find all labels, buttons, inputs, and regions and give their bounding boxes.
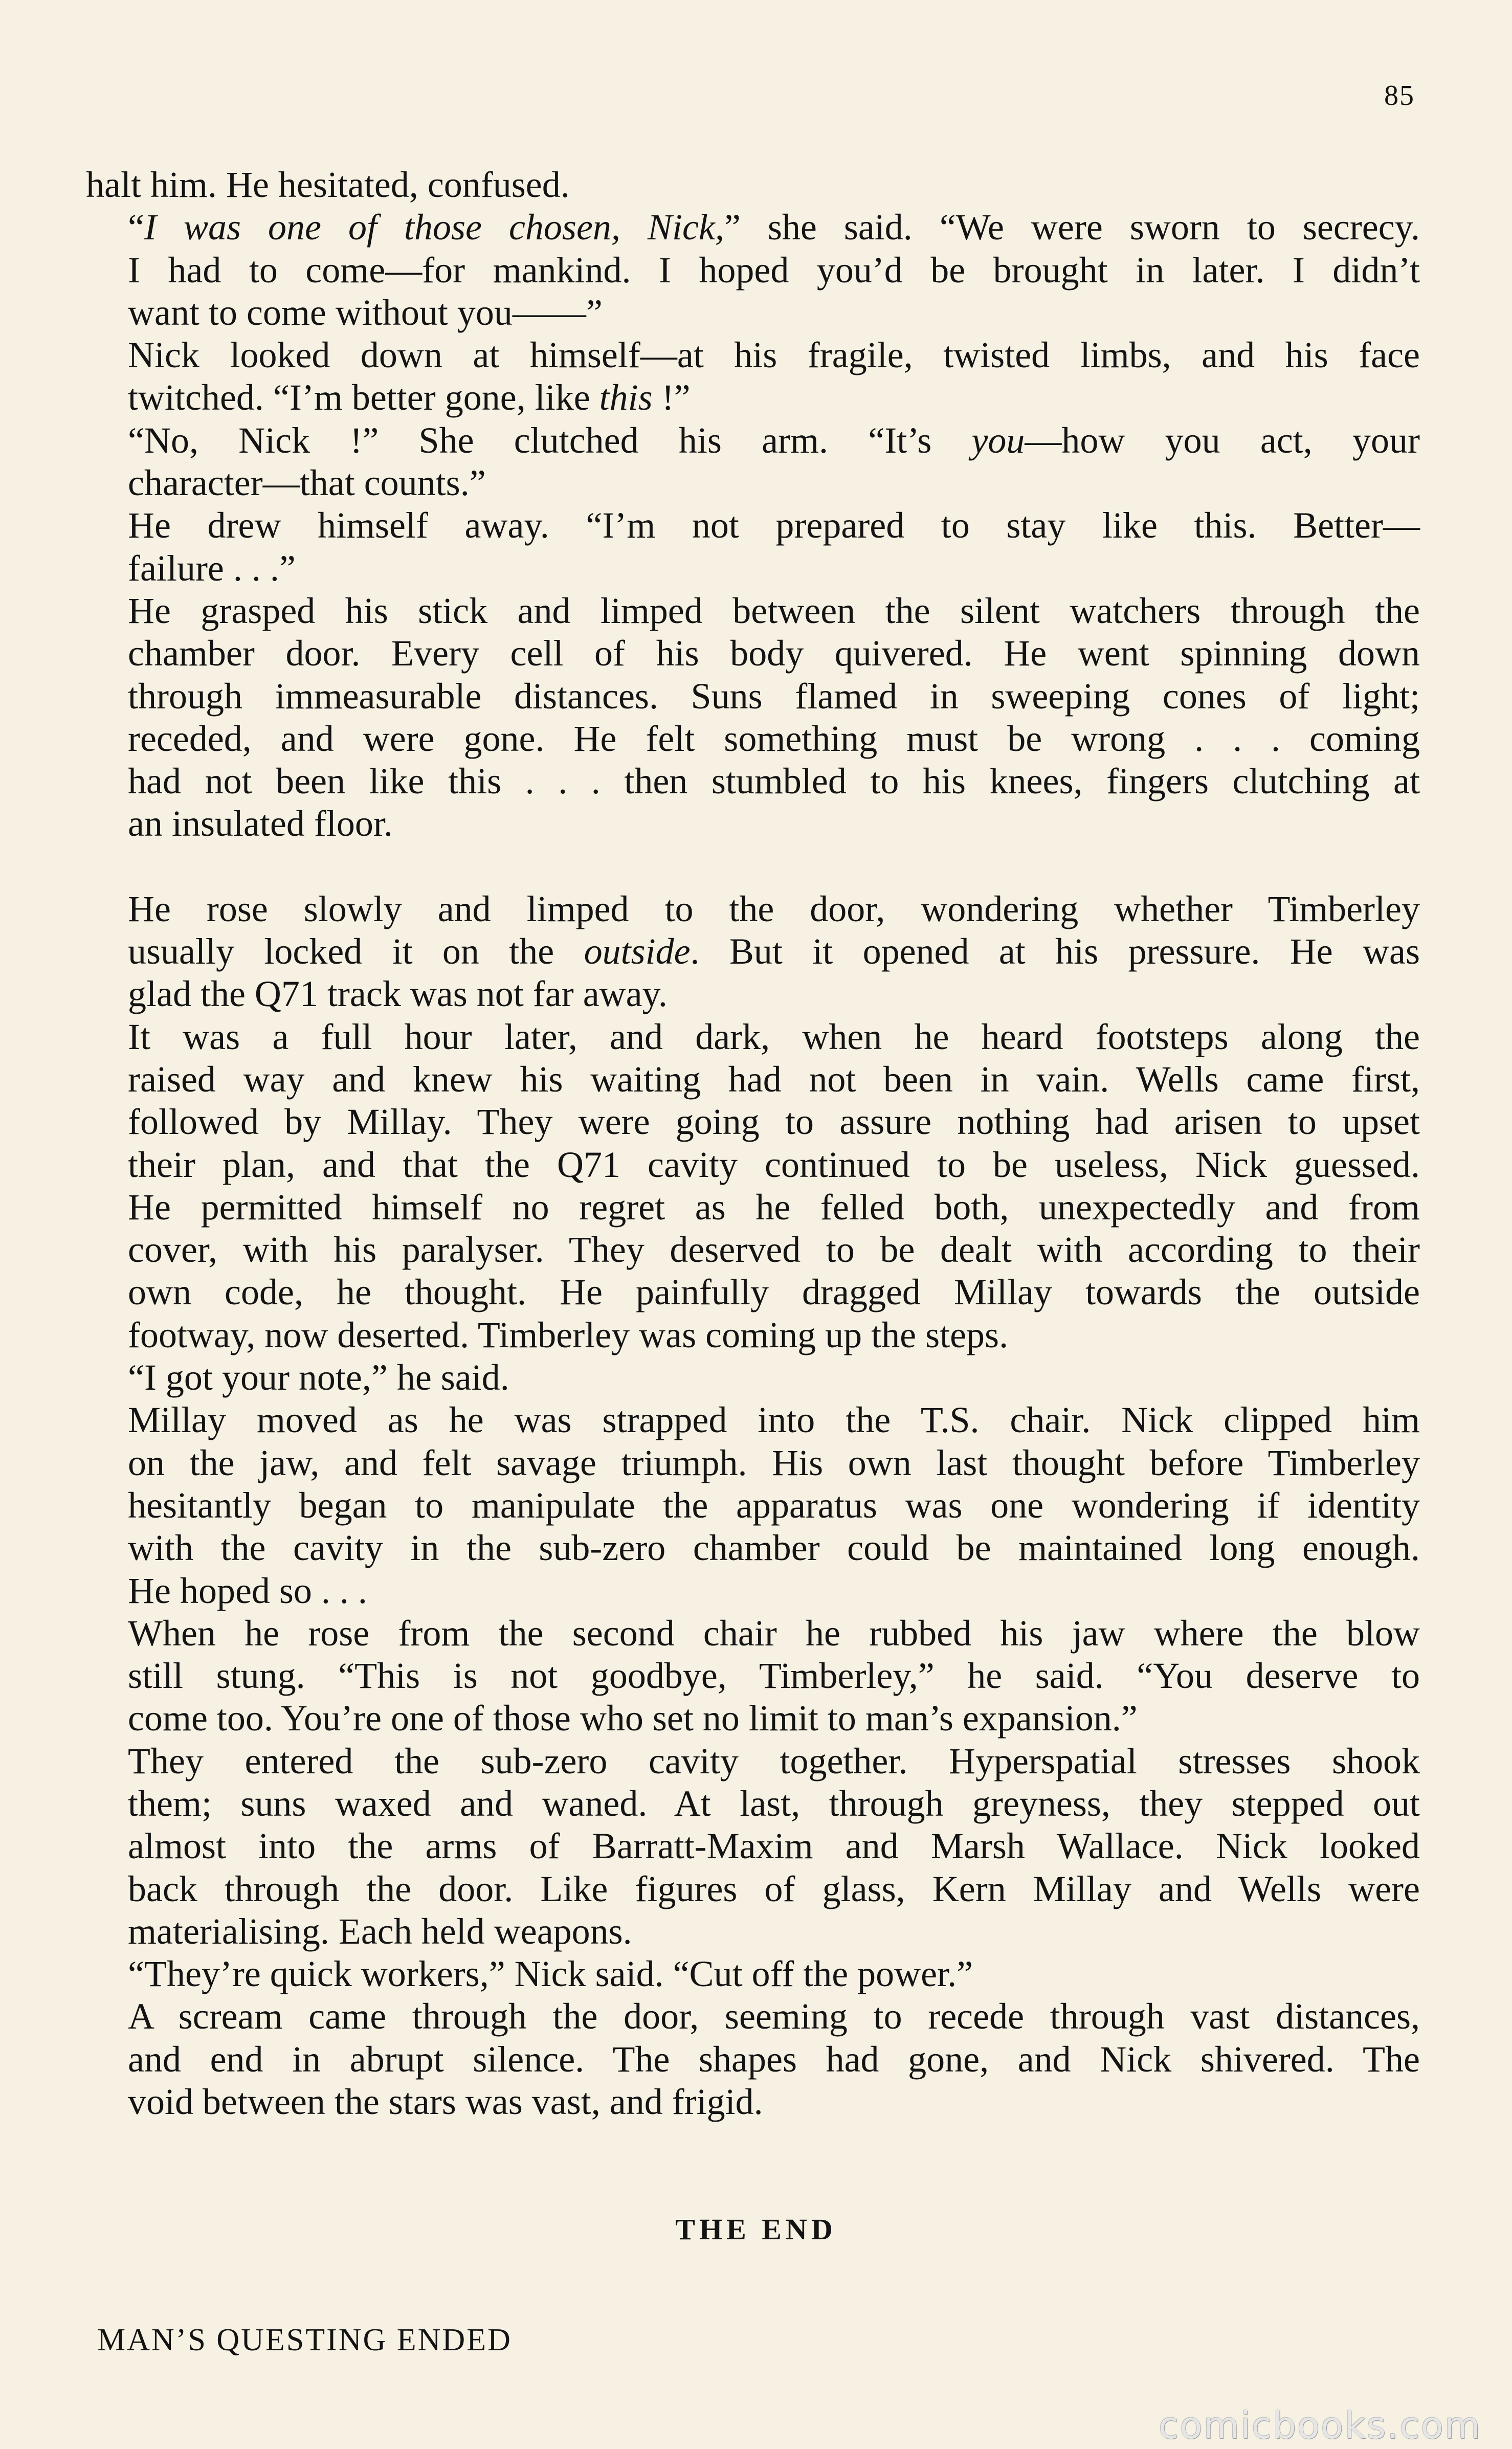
text-line: “No, Nick !” She clutched his arm. “It’s you—how you act, your bbox=[128, 419, 1420, 461]
text-line: had not been like this . . . then stumbled to his knees, fingers clutching at bbox=[128, 761, 1420, 802]
text-line: chamber door. Every cell of his body quivered. He went spinning down bbox=[128, 633, 1420, 674]
the-end-heading: THE END bbox=[675, 2213, 837, 2246]
text-line: It was a full hour later, and dark, when he heard footsteps along the bbox=[128, 1016, 1420, 1057]
paragraph bbox=[86, 590, 1420, 845]
text-line: “I was one of those chosen, Nick,” she said. “We were sworn to secrecy. bbox=[128, 207, 1420, 248]
page-number: 85 bbox=[1384, 80, 1415, 112]
paragraph bbox=[86, 1995, 1420, 2123]
text-line: A scream came through the door, seeming to recede through vast distances, bbox=[128, 1996, 1420, 2037]
text-line: Millay moved as he was strapped into the T.S. chair. Nick clipped him bbox=[128, 1399, 1420, 1441]
text-line: character—that counts.” bbox=[128, 462, 486, 504]
text-line: them; suns waxed and waned. At last, through greyness, they stepped out bbox=[128, 1783, 1420, 1824]
text-line: and end in abrupt silence. The shapes had gone, and Nick shivered. The bbox=[128, 2038, 1420, 2080]
text-line: “I got your note,” he said. bbox=[128, 1357, 509, 1398]
text-line: back through the door. Like figures of glass, Kern Millay and Wells were bbox=[128, 1868, 1420, 1909]
text-line: twitched. “I’m better gone, like this !” bbox=[128, 377, 691, 418]
text-line: receded, and were gone. He felt something must be wrong . . . coming bbox=[128, 718, 1420, 759]
text-line: halt him. He hesitated, confused. bbox=[86, 164, 570, 205]
paragraph bbox=[86, 334, 1420, 419]
text-line: an insulated floor. bbox=[128, 803, 393, 844]
text-line: Nick looked down at himself—at his fragile, twisted limbs, and his face bbox=[128, 335, 1420, 376]
text-line: materialising. Each held weapons. bbox=[128, 1910, 632, 1952]
text-line: void between the stars was vast, and frigid. bbox=[128, 2081, 763, 2123]
text-line: followed by Millay. They were going to assure nothing had arisen to upset bbox=[128, 1101, 1420, 1143]
text-line: their plan, and that the Q71 cavity continued to be useless, Nick guessed. bbox=[128, 1144, 1420, 1185]
text-line: with the cavity in the sub-zero chamber could be maintained long enough. bbox=[128, 1527, 1420, 1569]
paragraph bbox=[86, 206, 1420, 334]
paragraph bbox=[86, 1612, 1420, 1740]
text-line: He permitted himself no regret as he felled both, unexpectedly and from bbox=[128, 1186, 1420, 1228]
text-line: almost into the arms of Barratt-Maxim and Marsh Wallace. Nick looked bbox=[128, 1825, 1420, 1867]
paragraph bbox=[86, 1016, 1420, 1356]
text-line: When he rose from the second chair he rubbed his jaw where the blow bbox=[128, 1612, 1420, 1654]
paragraph bbox=[86, 1953, 1420, 1995]
text-line: They entered the sub-zero cavity together. Hyperspatial stresses shook bbox=[128, 1740, 1420, 1782]
body-text bbox=[86, 164, 1420, 2123]
text-line: I had to come—for mankind. I hoped you’d be brought in later. I didn’t bbox=[128, 249, 1420, 291]
text-line: “They’re quick workers,” Nick said. “Cut off the power.” bbox=[128, 1953, 973, 1995]
text-line: He rose slowly and limped to the door, wondering whether Timberley bbox=[128, 888, 1420, 929]
paragraph bbox=[86, 504, 1420, 590]
paragraph bbox=[86, 1399, 1420, 1612]
text-line: cover, with his paralyser. They deserved to be dealt with according to their bbox=[128, 1229, 1420, 1271]
watermark-logo: comicbooks.com bbox=[1158, 2404, 1481, 2447]
paragraph bbox=[86, 888, 1420, 1016]
text-line: He hoped so . . . bbox=[128, 1570, 367, 1611]
running-foot-title: MAN’S QUESTING ENDED bbox=[97, 2323, 512, 2357]
text-line: He drew himself away. “I’m not prepared to stay like this. Better— bbox=[128, 505, 1420, 546]
text-line: failure . . .” bbox=[128, 547, 296, 589]
text-line: on the jaw, and felt savage triumph. His own last thought before Timberley bbox=[128, 1442, 1420, 1483]
text-line: still stung. “This is not goodbye, Timberley,” he said. “You deserve to bbox=[128, 1655, 1420, 1697]
text-line: footway, now deserted. Timberley was coming up the steps. bbox=[128, 1314, 1009, 1355]
text-line: raised way and knew his waiting had not been in vain. Wells came first, bbox=[128, 1058, 1420, 1100]
text-line: glad the Q71 track was not far away. bbox=[128, 973, 668, 1015]
text-line: He grasped his stick and limped between the silent watchers through the bbox=[128, 590, 1420, 631]
text-line: hesitantly began to manipulate the apparatus was one wondering if identity bbox=[128, 1484, 1420, 1526]
paragraph bbox=[86, 1356, 1420, 1399]
text-line: want to come without you——” bbox=[128, 292, 603, 333]
text-line: usually locked it on the outside. But it opened at his pressure. He was bbox=[128, 931, 1420, 972]
paragraph bbox=[86, 419, 1420, 505]
paragraph bbox=[86, 164, 1420, 206]
text-line: through immeasurable distances. Suns flamed in sweeping cones of light; bbox=[128, 675, 1420, 717]
paragraph bbox=[86, 1740, 1420, 1953]
text-line: own code, he thought. He painfully dragged Millay towards the outside bbox=[128, 1272, 1420, 1313]
text-line: come too. You’re one of those who set no limit to man’s expansion.” bbox=[128, 1698, 1138, 1739]
